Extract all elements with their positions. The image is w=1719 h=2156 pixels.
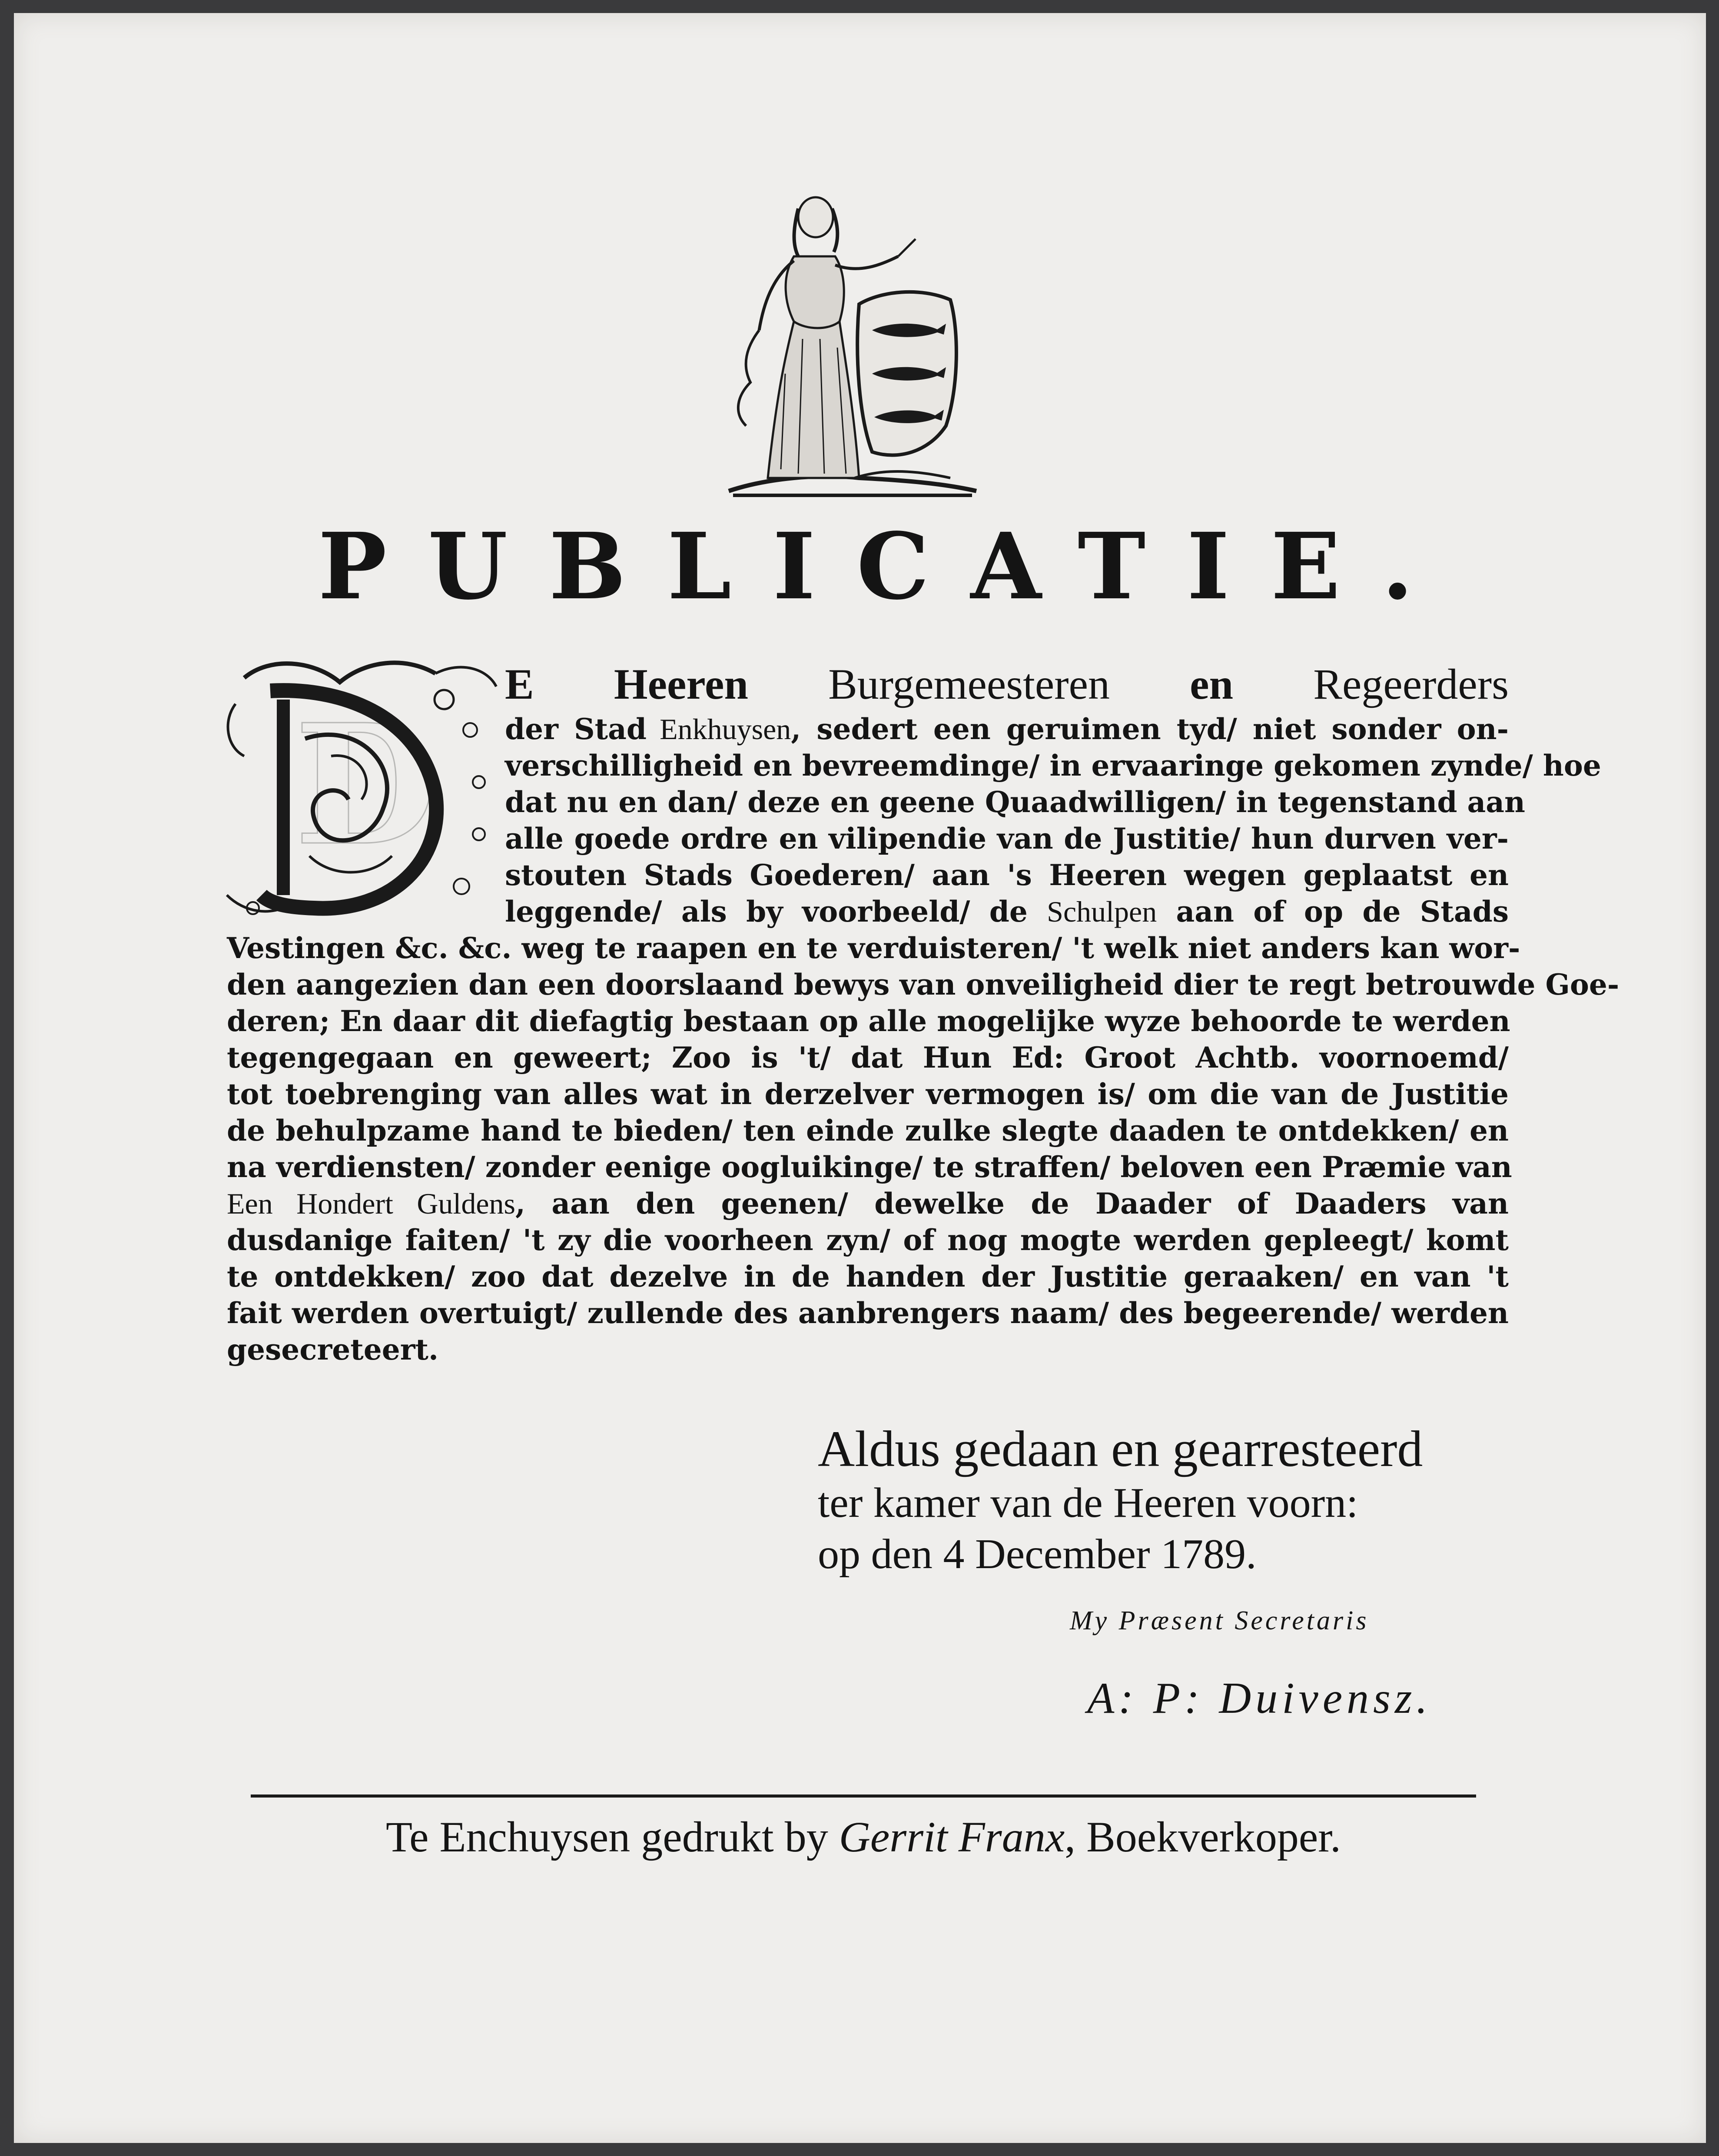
body-line: alle goede ordre en vilipendie van de Justitie/ hun durven ver- [505, 822, 1509, 856]
secretary-signature: A: P: Duivensz. [1087, 1674, 1432, 1723]
body-line: leggende/ als by voorbeeld/ de Schulpen aan of op de Stads [505, 895, 1509, 929]
body-line: tot toebrenging van alles wat in derzelver vermogen is/ om die van de Justitie [227, 1077, 1509, 1111]
body-line: stouten Stads Goederen/ aan 's Heeren wegen geplaatst en [505, 858, 1509, 892]
body-line: na verdiensten/ zonder eenige oogluikinge/ te straffen/ beloven een Præmie van [227, 1150, 1512, 1184]
closing-line: Aldus gedaan en gearresteerd [818, 1420, 1423, 1477]
divider-rule [251, 1794, 1476, 1798]
body-line: verschilligheid en bevreemdinge/ in ervaaringe gekomen zynde/ hoe [505, 749, 1601, 783]
page-title: PUBLICATIE. [318, 513, 1455, 620]
closing-date-line: op den 4 December 1789. [818, 1531, 1257, 1578]
body-line: E Heeren Burgemeesteren en Regeerders [505, 660, 1509, 708]
body-line: Een Hondert Guldens, aan den geenen/ dewelke de Daader of Daaders van [227, 1187, 1509, 1221]
body-line: Vestingen &c. &c. weg te raapen en te verduisteren/ 't welk niet anders kan wor- [227, 931, 1520, 965]
body-line: der Stad Enkhuysen, sedert een geruimen tyd/ niet sonder on- [505, 712, 1509, 746]
broadsheet-page [14, 13, 1706, 2143]
body-line: den aangezien dan een doorslaand bewys van onveiligheid dier te regt betrouwde Goe- [227, 968, 1619, 1002]
body-line: tegengegaan en geweert; Zoo is 't/ dat Hun Ed: Groot Achtb. voornoemd/ [227, 1041, 1509, 1075]
body-line: gesecreteert. [227, 1333, 438, 1367]
body-line: dat nu en dan/ deze en geene Quaadwilligen/ in tegenstand aan [505, 785, 1526, 819]
body-line: de behulpzame hand te bieden/ ten einde zulke slegte daaden te ontdekken/ en [227, 1114, 1509, 1148]
maiden-with-coat-of-arms-emblem [716, 191, 985, 504]
closing-line: ter kamer van de Heeren voorn: [818, 1479, 1358, 1526]
initial-letter-glyph: D [294, 688, 438, 882]
closing-statement [818, 1421, 1500, 1580]
body-line: te ontdekken/ zoo dat dezelve in de handen der Justitie geraaken/ en van 't [227, 1260, 1509, 1294]
printer-name: Gerrit Franx [839, 1813, 1065, 1861]
body-line: dusdanige faiten/ 't zy die voorheen zyn/ of nog mogte werden gepleegt/ komt [227, 1223, 1509, 1257]
printer-imprint: Te Enchuysen gedrukt by Gerrit Franx, Boekverkoper. [385, 1813, 1341, 1861]
body-line: deren; En daar dit diefagtig bestaan op alle mogelijke wyze behoorde te werden [227, 1004, 1510, 1038]
secretary-label: My Præsent Secretaris [1070, 1606, 1369, 1635]
proclamation-body [227, 660, 1619, 1368]
body-line: fait werden overtuigt/ zullende des aanbrengers naam/ des begeerende/ werden [227, 1296, 1509, 1330]
